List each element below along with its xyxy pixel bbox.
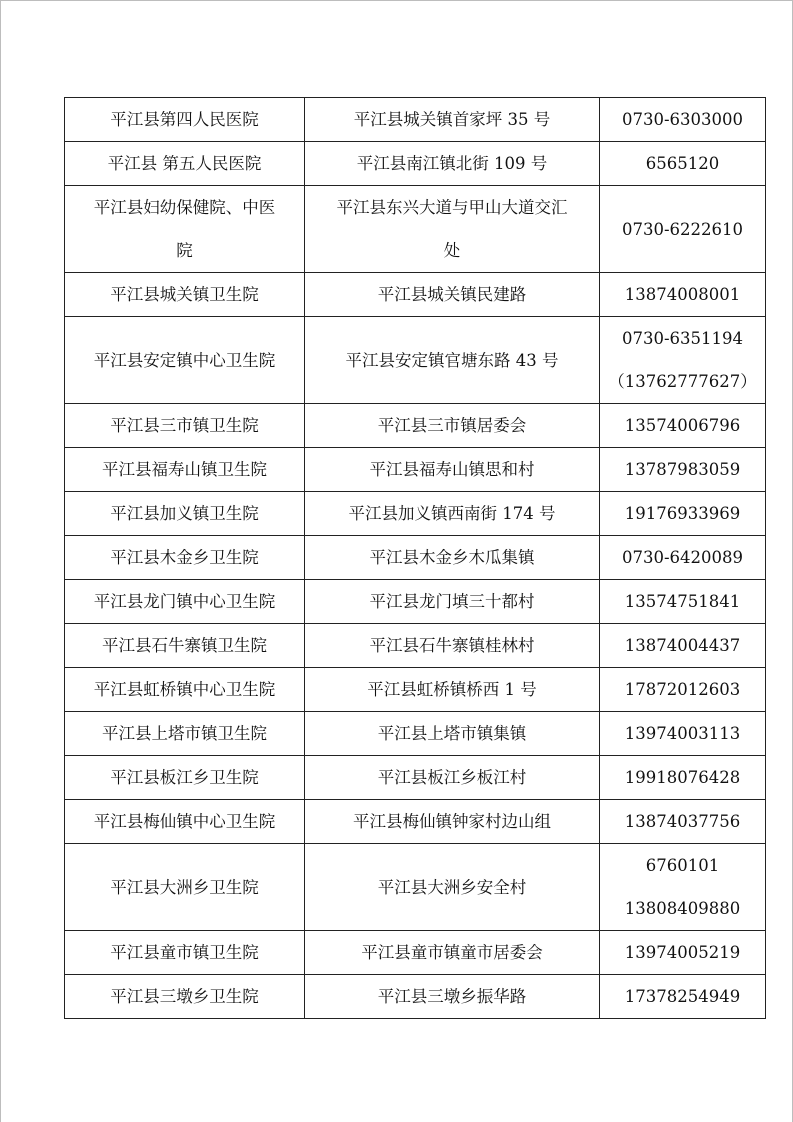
- hospital-name-cell: [65, 273, 305, 317]
- hospital-phone-text: 13974003113: [624, 724, 741, 743]
- hospital-phone-text: 13574006796: [624, 416, 741, 435]
- hospital-name-cell: [65, 756, 305, 800]
- hospital-name-text: 平江县福寿山镇卫生院: [102, 460, 267, 479]
- hospital-address-cell: [305, 844, 600, 931]
- hospital-name-text: 平江县石牛寨镇卫生院: [102, 636, 267, 655]
- hospital-name-cell: [65, 844, 305, 931]
- hospital-name-cell: [65, 317, 305, 404]
- hospital-name-cell: [65, 492, 305, 536]
- hospital-name-cell: [65, 448, 305, 492]
- hospital-phone-cell: [600, 931, 766, 975]
- hospital-directory-table: [64, 97, 766, 1019]
- table-row: [65, 756, 766, 800]
- table-row: [65, 317, 766, 404]
- hospital-name-text: 平江县 第五人民医院: [107, 154, 262, 173]
- hospital-name-cell: [65, 668, 305, 712]
- hospital-address-text: 平江县梅仙镇钟家村边山组: [353, 812, 551, 831]
- hospital-name-text: 平江县童市镇卫生院: [110, 943, 259, 962]
- hospital-address-text: 平江县大洲乡安全村: [377, 877, 527, 897]
- hospital-address-text: 平江县安定镇官塘东路 43 号: [345, 350, 559, 370]
- hospital-phone-text: 6565120: [645, 154, 720, 173]
- hospital-address-text: 平江县龙门填三十都村: [369, 592, 535, 611]
- hospital-name-cell: [65, 931, 305, 975]
- hospital-address-cell: [305, 98, 600, 142]
- hospital-name-cell: [65, 800, 305, 844]
- hospital-name-text: 平江县三市镇卫生院: [110, 416, 259, 435]
- hospital-address-text: 平江县城关镇民建路: [377, 285, 527, 304]
- hospital-phone-text: 17378254949: [624, 987, 741, 1006]
- hospital-phone-text: 13874037756: [624, 812, 741, 831]
- hospital-phone-cell: [600, 624, 766, 668]
- hospital-name-text: 平江县大洲乡卫生院: [110, 877, 259, 897]
- hospital-name-text: 平江县龙门镇中心卫生院: [93, 592, 276, 611]
- hospital-name-text: 平江县木金乡卫生院: [110, 548, 259, 567]
- hospital-name-text: 院: [176, 241, 193, 260]
- table-row: [65, 448, 766, 492]
- hospital-address-cell: [305, 580, 600, 624]
- hospital-address-cell: [305, 975, 600, 1019]
- table-row: [65, 975, 766, 1019]
- page-border-top: [0, 0, 793, 1]
- hospital-address-cell: [305, 448, 600, 492]
- table-row: [65, 580, 766, 624]
- hospital-address-text: 平江县童市镇童市居委会: [361, 943, 543, 962]
- hospital-address-text: 平江县城关镇首家坪 35 号: [353, 110, 551, 129]
- hospital-name-cell: [65, 712, 305, 756]
- hospital-phone-cell: [600, 142, 766, 186]
- hospital-address-text: 平江县加义镇西南街 174 号: [348, 504, 556, 523]
- table-row: [65, 492, 766, 536]
- hospital-address-cell: [305, 931, 600, 975]
- hospital-address-text: 平江县福寿山镇思和村: [369, 460, 535, 479]
- hospital-phone-text: 17872012603: [624, 680, 741, 699]
- table-row: [65, 931, 766, 975]
- hospital-name-cell: [65, 624, 305, 668]
- hospital-phone-cell: [600, 404, 766, 448]
- table-row: [65, 98, 766, 142]
- hospital-address-cell: [305, 624, 600, 668]
- hospital-name-text: 平江县加义镇卫生院: [110, 504, 259, 523]
- hospital-address-cell: [305, 186, 600, 273]
- hospital-phone-cell: [600, 580, 766, 624]
- hospital-phone-cell: [600, 712, 766, 756]
- hospital-address-text: 平江县南江镇北街 109 号: [356, 154, 548, 173]
- table-row: [65, 624, 766, 668]
- table-body: [65, 98, 766, 1019]
- hospital-name-cell: [65, 186, 305, 273]
- hospital-phone-text: 19176933969: [624, 504, 741, 523]
- table-row: [65, 844, 766, 931]
- hospital-address-text: 平江县三市镇居委会: [377, 416, 527, 435]
- hospital-phone-cell: [600, 668, 766, 712]
- hospital-name-cell: [65, 142, 305, 186]
- hospital-name-text: 平江县板江乡卫生院: [110, 768, 259, 787]
- hospital-address-cell: [305, 273, 600, 317]
- hospital-phone-text: （13762777627）: [608, 372, 757, 391]
- table-row: [65, 142, 766, 186]
- hospital-address-text: 平江县虹桥镇桥西 1 号: [367, 680, 537, 699]
- hospital-name-cell: [65, 536, 305, 580]
- hospital-address-cell: [305, 492, 600, 536]
- hospital-address-cell: [305, 668, 600, 712]
- hospital-phone-cell: [600, 975, 766, 1019]
- hospital-phone-cell: [600, 98, 766, 142]
- hospital-address-text: 平江县三墩乡振华路: [377, 987, 527, 1006]
- hospital-name-text: 平江县上塔市镇卫生院: [102, 724, 267, 743]
- hospital-name-cell: [65, 98, 305, 142]
- hospital-phone-cell: [600, 756, 766, 800]
- hospital-phone-text: 13874004437: [624, 636, 741, 655]
- hospital-phone-text: 6760101: [645, 856, 720, 875]
- hospital-phone-text: 13787983059: [624, 460, 741, 479]
- hospital-phone-cell: [600, 844, 766, 931]
- hospital-phone-text: 13574751841: [624, 592, 741, 611]
- hospital-phone-cell: [600, 800, 766, 844]
- table-row: [65, 800, 766, 844]
- hospital-name-text: 平江县三墩乡卫生院: [110, 987, 259, 1006]
- hospital-name-cell: [65, 975, 305, 1019]
- hospital-address-text: 平江县东兴大道与甲山大道交汇: [336, 198, 568, 217]
- table-row: [65, 668, 766, 712]
- table-row: [65, 404, 766, 448]
- hospital-address-cell: [305, 404, 600, 448]
- hospital-address-cell: [305, 317, 600, 404]
- table-row: [65, 273, 766, 317]
- hospital-name-text: 平江县妇幼保健院、中医: [93, 198, 276, 217]
- hospital-phone-text: 19918076428: [624, 768, 741, 787]
- hospital-address-text: 平江县石牛寨镇桂林村: [369, 636, 535, 655]
- hospital-address-cell: [305, 712, 600, 756]
- hospital-address-text: 平江县木金乡木瓜集镇: [369, 548, 535, 567]
- hospital-address-text: 平江县板江乡板江村: [377, 768, 527, 787]
- hospital-phone-text: 0730-6222610: [621, 219, 744, 239]
- hospital-phone-text: 13808409880: [624, 899, 741, 918]
- hospital-phone-text: 0730-6351194: [621, 329, 744, 348]
- hospital-address-text: 平江县上塔市镇集镇: [377, 724, 527, 743]
- hospital-address-cell: [305, 536, 600, 580]
- hospital-address-text: 处: [443, 241, 461, 260]
- hospital-name-text: 平江县安定镇中心卫生院: [93, 350, 276, 370]
- table-row: [65, 186, 766, 273]
- hospital-phone-text: 0730-6303000: [621, 110, 744, 129]
- hospital-phone-cell: [600, 492, 766, 536]
- hospital-name-text: 平江县城关镇卫生院: [110, 285, 259, 304]
- hospital-phone-cell: [600, 273, 766, 317]
- hospital-phone-cell: [600, 186, 766, 273]
- hospital-name-text: 平江县第四人民医院: [110, 110, 259, 129]
- hospital-phone-cell: [600, 536, 766, 580]
- hospital-phone-cell: [600, 448, 766, 492]
- page-border-left: [0, 0, 1, 1122]
- hospital-address-cell: [305, 142, 600, 186]
- hospital-phone-text: 0730-6420089: [621, 548, 744, 567]
- hospital-address-cell: [305, 756, 600, 800]
- hospital-name-cell: [65, 580, 305, 624]
- table-row: [65, 536, 766, 580]
- hospital-address-cell: [305, 800, 600, 844]
- hospital-name-cell: [65, 404, 305, 448]
- hospital-phone-text: 13874008001: [624, 285, 741, 304]
- hospital-phone-text: 13974005219: [624, 943, 741, 962]
- hospital-phone-cell: [600, 317, 766, 404]
- hospital-name-text: 平江县虹桥镇中心卫生院: [93, 680, 276, 699]
- table-row: [65, 712, 766, 756]
- hospital-name-text: 平江县梅仙镇中心卫生院: [93, 812, 276, 831]
